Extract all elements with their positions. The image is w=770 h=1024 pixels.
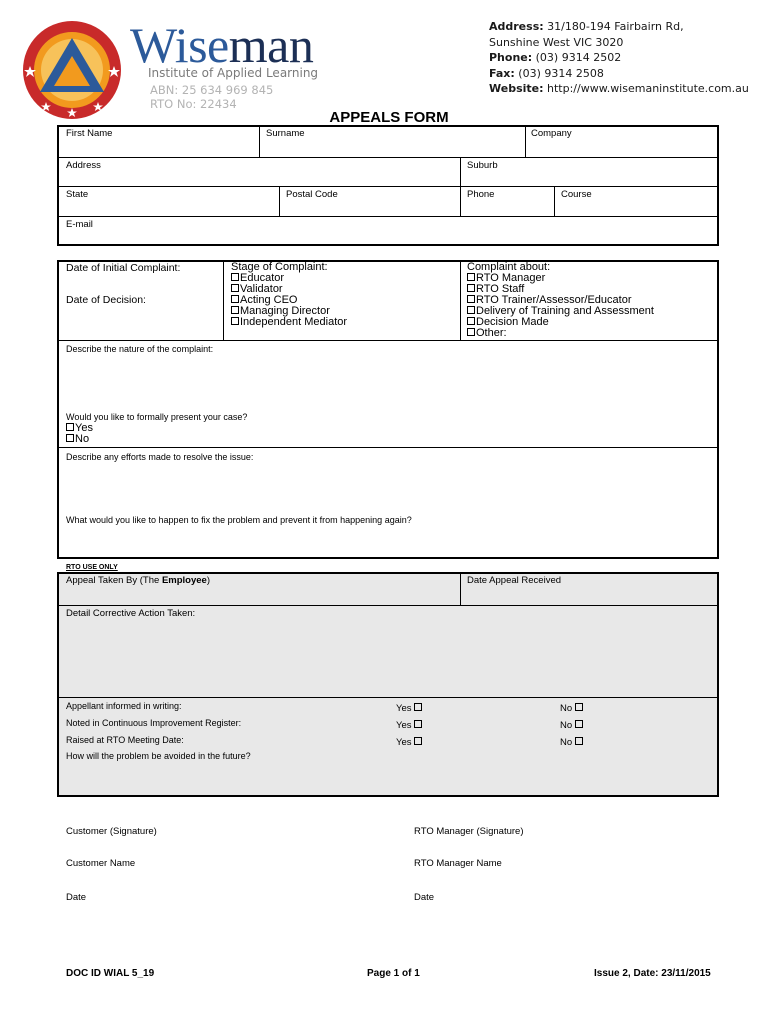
ci-register-yes[interactable]: Yes [396,720,423,731]
stage-of-complaint [231,262,347,328]
checkbox-icon[interactable] [414,720,422,728]
checkbox-icon[interactable] [231,306,239,314]
date-initial-complaint-field[interactable]: Date of Initial Complaint: [66,262,181,274]
appellant-informed-no[interactable]: No [560,703,584,714]
brand-name-man: man [228,17,314,73]
checkbox-icon[interactable] [467,306,475,314]
rto-manager-date-field[interactable]: Date [414,892,435,903]
fax-value: (03) 9314 2508 [518,66,604,80]
about-option-rto-staff[interactable]: RTO Staff [467,284,654,295]
fax-label: Fax: [489,66,515,80]
checkbox-icon[interactable] [467,328,475,336]
phone-value: (03) 9314 2502 [535,51,622,64]
checkbox-icon[interactable] [575,720,583,728]
customer-date-field[interactable]: Date [66,892,87,903]
website-link[interactable]: http://www.wiseman​institute.com.au [547,82,749,95]
address-line2: Sunshine West VIC 3020 [489,35,624,49]
stage-option-managing-director[interactable]: Managing Director [231,306,347,317]
checkbox-icon[interactable] [467,284,475,292]
phone-field[interactable]: Phone [467,189,495,200]
website-label: Website: [489,82,544,95]
checkbox-icon[interactable] [231,295,239,303]
about-option-other[interactable]: Other: [467,328,654,339]
first-name-field[interactable]: First Name [66,128,113,139]
future-avoidance-field[interactable]: How will the problem be avoided in the future? [66,751,251,761]
present-option-no[interactable]: No [66,434,93,445]
suburb-field[interactable]: Suburb [467,160,498,171]
about-option-decision[interactable]: Decision Made [467,317,654,328]
abn-number: ABN: 25 634 969 845 [150,83,274,97]
date-decision-field[interactable]: Date of Decision: [66,294,146,306]
stage-option-validator[interactable]: Validator [231,284,347,295]
checkbox-icon[interactable] [66,423,74,431]
rto-number: RTO No: 22434 [150,97,237,111]
checkbox-icon[interactable] [231,284,239,292]
about-option-trainer[interactable]: RTO Trainer/Assessor/Educator [467,295,654,306]
form-title: APPEALS FORM [329,109,449,126]
complaint-about [467,262,654,339]
rto-manager-signature-field[interactable]: RTO Manager (Signature) [414,826,524,837]
present-option-yes[interactable]: Yes [66,423,93,434]
customer-name-field[interactable]: Customer Name [66,858,136,869]
appellant-informed-yes[interactable]: Yes [396,703,423,714]
checkbox-icon[interactable] [575,703,583,711]
checkbox-icon[interactable] [66,434,74,442]
ci-register-label: Noted in Continuous Improvement Register: [66,718,242,728]
course-field[interactable]: Course [561,189,592,200]
corrective-action-field[interactable]: Detail Corrective Action Taken: [66,608,196,619]
appeal-taken-by-field[interactable]: Appeal Taken By (The Employee) [66,575,210,586]
about-option-rto-manager[interactable]: RTO Manager [467,273,654,284]
present-case-question: Would you like to formally present your case? [66,412,248,422]
logo-emblem [22,20,122,120]
checkbox-icon[interactable] [467,295,475,303]
rto-manager-name-field[interactable]: RTO Manager Name [414,858,502,869]
checkbox-icon[interactable] [467,273,475,281]
company-field[interactable]: Company [531,128,572,139]
checkbox-icon[interactable] [231,317,239,325]
stage-title: Stage of Complaint: [231,261,328,273]
contact-block [489,19,749,97]
triangle-emblem-icon [22,20,122,120]
checkbox-icon[interactable] [231,273,239,281]
doc-id: DOC ID WIAL 5_19 [66,968,155,979]
desired-outcome-field[interactable]: What would you like to happen to fix the problem and prevent it from happening again? [66,515,412,525]
address-value: 31/180-194 Fairbairn Rd, [547,20,684,33]
rto-meeting-no[interactable]: No [560,737,584,748]
nature-of-complaint-field[interactable]: Describe the nature of the complaint: [66,344,214,354]
brand-name [130,17,314,73]
brand-name-wise: Wise [130,17,229,73]
ci-register-no[interactable]: No [560,720,584,731]
rto-meeting-label: Raised at RTO Meeting Date: [66,735,184,745]
email-field[interactable]: E-mail [66,219,93,230]
stage-option-educator[interactable]: Educator [231,273,347,284]
efforts-to-resolve-field[interactable]: Describe any efforts made to resolve the issue: [66,452,254,462]
appellant-informed-label: Appellant informed in writing: [66,701,182,711]
stage-option-acting-ceo[interactable]: Acting CEO [231,295,347,306]
state-field[interactable]: State [66,189,89,200]
phone-label: Phone: [489,51,533,64]
about-option-delivery[interactable]: Delivery of Training and Assessment [467,306,654,317]
checkbox-icon[interactable] [414,737,422,745]
customer-signature-field[interactable]: Customer (Signature) [66,826,157,837]
stage-option-independent-mediator[interactable]: Independent Mediator [231,317,347,328]
present-case-options [66,423,93,445]
checkbox-icon[interactable] [575,737,583,745]
brand-tagline: Institute of Applied Learning [148,66,319,80]
address-field[interactable]: Address [66,160,101,171]
postal-code-field[interactable]: Postal Code [286,189,338,200]
surname-field[interactable]: Surname [266,128,305,139]
about-title: Complaint about: [467,261,551,273]
rto-use-only-label: RTO USE ONLY [66,564,118,571]
checkbox-icon[interactable] [414,703,422,711]
issue-date: Issue 2, Date: 23/11/2015 [594,968,711,979]
page-number: Page 1 of 1 [367,968,420,979]
rto-meeting-yes[interactable]: Yes [396,737,423,748]
address-label: Address: [489,20,544,33]
date-appeal-received-field[interactable]: Date Appeal Received [467,575,562,586]
checkbox-icon[interactable] [467,317,475,325]
